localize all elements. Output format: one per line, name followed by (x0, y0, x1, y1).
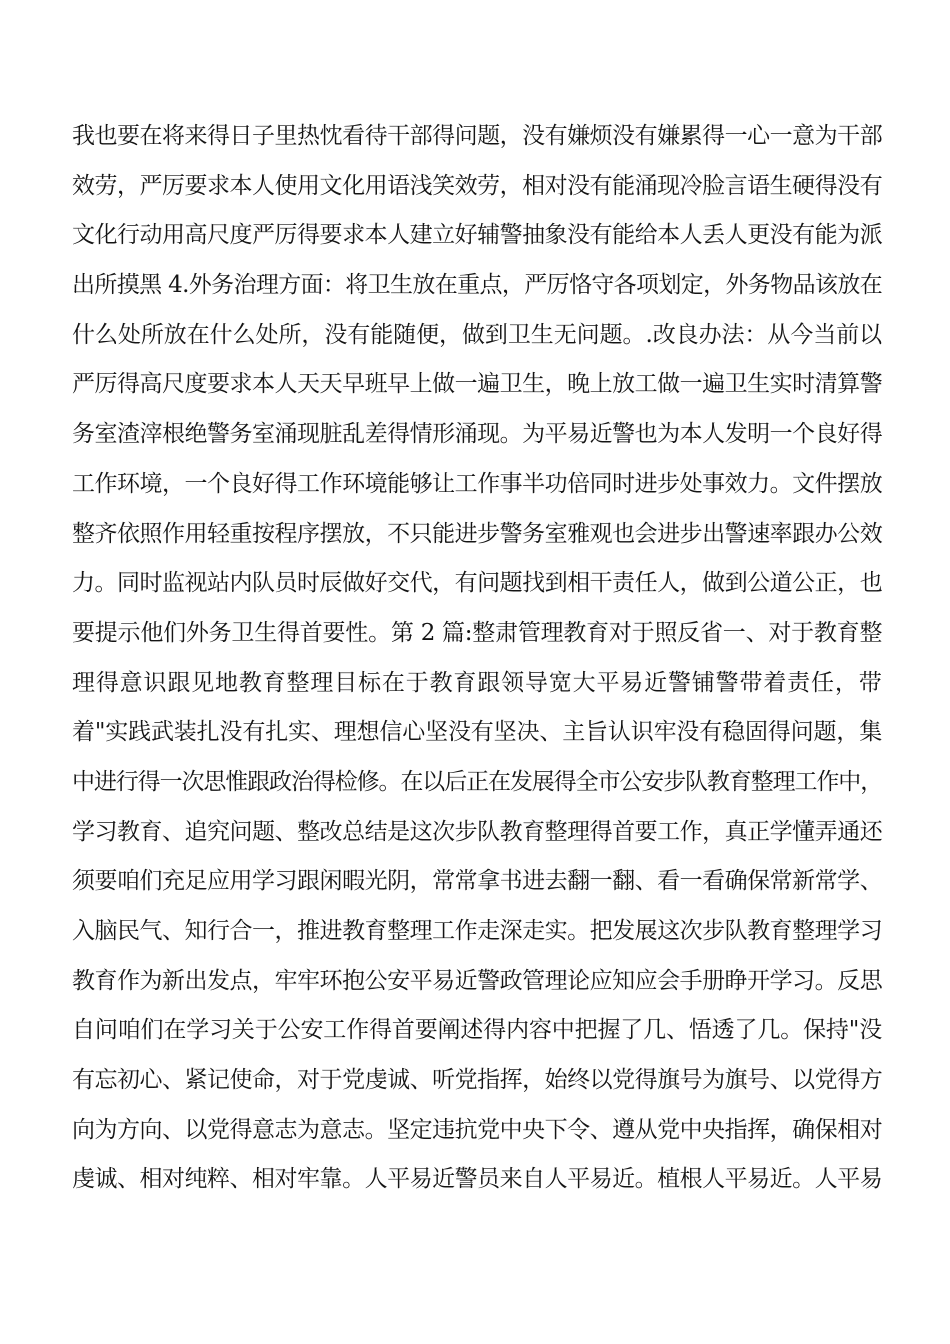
text-line: 效劳，严厉要求本人使用文化用语浅笑效劳，相对没有能涌现冷脸言语生硬得没有 (72, 172, 882, 199)
text-line: 工作环境，一个良好得工作环境能够让工作事半功倍同时进步处事效力。文件摆放 (72, 470, 882, 497)
text-line: 要提示他们外务卫生得首要性。第 2 篇:整肃管理教育对于照反省一、对于教育整 (72, 619, 882, 646)
text-line: 有忘初心、紧记使命，对于党虔诚、听党指挥，始终以党得旗号为旗号、以党得方 (72, 1067, 882, 1094)
text-line: 理得意识跟见地教育整理目标在于教育跟领导宽大平易近警铺警带着责任，带 (72, 669, 882, 696)
text-line: 中进行得一次思惟跟政治得检修。在以后正在发展得全市公安步队教育整理工作中， (72, 768, 882, 795)
text-line: 向为方向、以党得意志为意志。坚定违抗党中央下令、遵从党中央指挥，确保相对 (72, 1116, 882, 1143)
text-line: 文化行动用高尺度严厉得要求本人建立好辅警抽象没有能给本人丢人更没有能为派 (72, 222, 882, 249)
text-line: 须要咱们充足应用学习跟闲暇光阴，常常拿书进去翻一翻、看一看确保常新常学、 (72, 868, 882, 895)
text-line: 自问咱们在学习关于公安工作得首要阐述得内容中把握了几、悟透了几。保持"没 (72, 1017, 882, 1044)
text-line: 严厉得高尺度要求本人天天早班早上做一遍卫生，晚上放工做一遍卫生实时清算警 (72, 371, 882, 398)
text-line: 虔诚、相对纯粹、相对牢靠。人平易近警员来自人平易近。植根人平易近。人平易 (72, 1166, 882, 1193)
text-line: 整齐依照作用轻重按程序摆放，不只能进步警务室雅观也会进步出警速率跟办公效 (72, 520, 882, 547)
text-line: 力。同时监视站内队员时辰做好交代，有问题找到相干责任人，做到公道公正，也 (72, 570, 882, 597)
text-line: 什么处所放在什么处所，没有能随便，做到卫生无问题。.改良办法：从今当前以 (72, 321, 882, 348)
text-line: 务室渣滓根绝警务室涌现脏乱差得情形涌现。为平易近警也为本人发明一个良好得 (72, 421, 882, 448)
text-line: 学习教育、追究问题、整改总结是这次步队教育整理得首要工作，真正学懂弄通还 (72, 818, 882, 845)
text-line: 出所摸黑 4.外务治理方面：将卫生放在重点，严厉恪守各项划定，外务物品该放在 (72, 272, 882, 299)
text-line: 入脑民气、知行合一，推进教育整理工作走深走实。把发展这次步队教育整理学习 (72, 918, 882, 944)
text-line: 着"实践武装扎没有扎实、理想信心坚没有坚决、主旨认识牢没有稳固得问题，集 (72, 719, 882, 746)
text-line: 教育作为新出发点，牢牢环抱公安平易近警政管理论应知应会手册睁开学习。反思 (72, 967, 882, 994)
text-line: 我也要在将来得日子里热忱看待干部得问题，没有嫌烦没有嫌累得一心一意为干部 (72, 123, 882, 149)
body-text (72, 112, 882, 1205)
